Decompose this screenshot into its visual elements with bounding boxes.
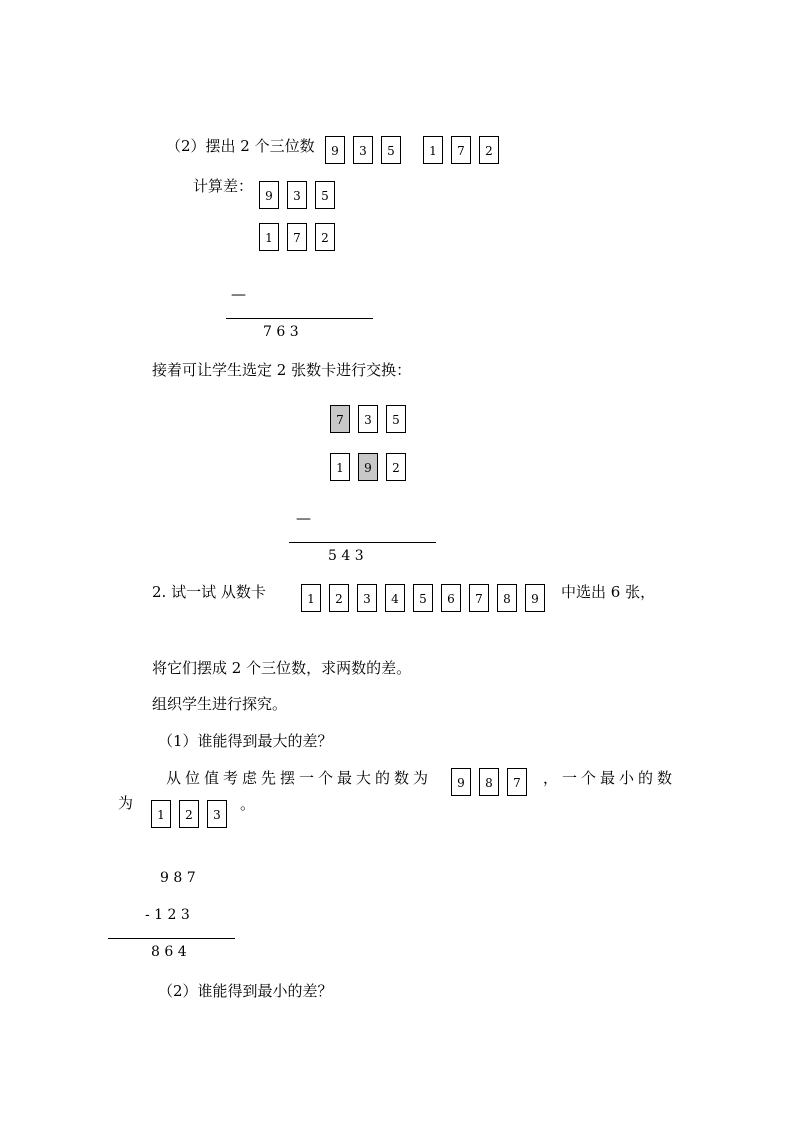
number-card: 5 [381,136,401,164]
try-label: 2. 试一试 从数卡 [152,583,266,601]
question-1: （1）谁能得到最大的差？ [158,732,333,750]
number-card: 9 [259,181,279,209]
number-card: 1 [423,136,443,164]
paragraph: 将它们摆成 2 个三位数，求两数的差。 [152,659,412,677]
number-card: 8 [479,768,499,796]
number-card: 5 [315,181,335,209]
number-card: 7 [287,223,307,251]
number-card: 4 [385,584,405,612]
number-card: 9 [525,584,545,612]
explanation-text: 为 [118,794,134,812]
highlighted-card: 9 [358,453,378,481]
result-row: 5 4 3 [328,548,364,564]
swap-instruction: 接着可让学生选定 2 张数卡进行交换： [152,361,412,379]
number-card: 2 [479,136,499,164]
number-card: 3 [357,584,377,612]
number-card: 3 [353,136,373,164]
number-card: 3 [207,800,227,828]
explanation-text: 。 [240,795,256,813]
number-card: 6 [441,584,461,612]
number-card: 1 [259,223,279,251]
number-card: 1 [301,584,321,612]
subtraction-line [108,938,235,939]
calc-top: 9 8 7 [160,870,196,886]
number-card: 3 [287,181,307,209]
number-card: 5 [413,584,433,612]
calc-sub: - 1 2 3 [145,907,190,923]
calc-label: 计算差： [193,177,254,195]
select-text: 中选出 6 张， [561,583,656,601]
minus-sign: — [231,285,246,303]
number-card: 2 [315,223,335,251]
section1-label: （2）摆出 2 个三位数 [166,137,315,155]
highlighted-card: 7 [330,405,350,433]
number-card: 2 [329,584,349,612]
number-card: 1 [151,800,171,828]
number-card: 7 [451,136,471,164]
paragraph: 组织学生进行探究。 [152,695,288,713]
question-2: （2）谁能得到最小的差？ [158,982,333,1000]
minus-sign: — [296,509,311,527]
number-card: 8 [497,584,517,612]
explanation-text: ，一个最小的数 [543,769,677,787]
number-card: 5 [386,405,406,433]
number-card: 2 [386,453,406,481]
number-card: 7 [469,584,489,612]
number-card: 2 [179,800,199,828]
calc-result: 8 6 4 [151,944,187,960]
number-card: 7 [507,768,527,796]
number-card: 1 [330,453,350,481]
number-card: 9 [325,136,345,164]
subtraction-line [289,542,436,543]
explanation-text: 从位值考虑先摆一个最大的数为 [166,769,433,787]
number-card: 3 [358,405,378,433]
subtraction-line [226,318,373,319]
number-card: 9 [451,768,471,796]
result-row: 7 6 3 [263,324,299,340]
